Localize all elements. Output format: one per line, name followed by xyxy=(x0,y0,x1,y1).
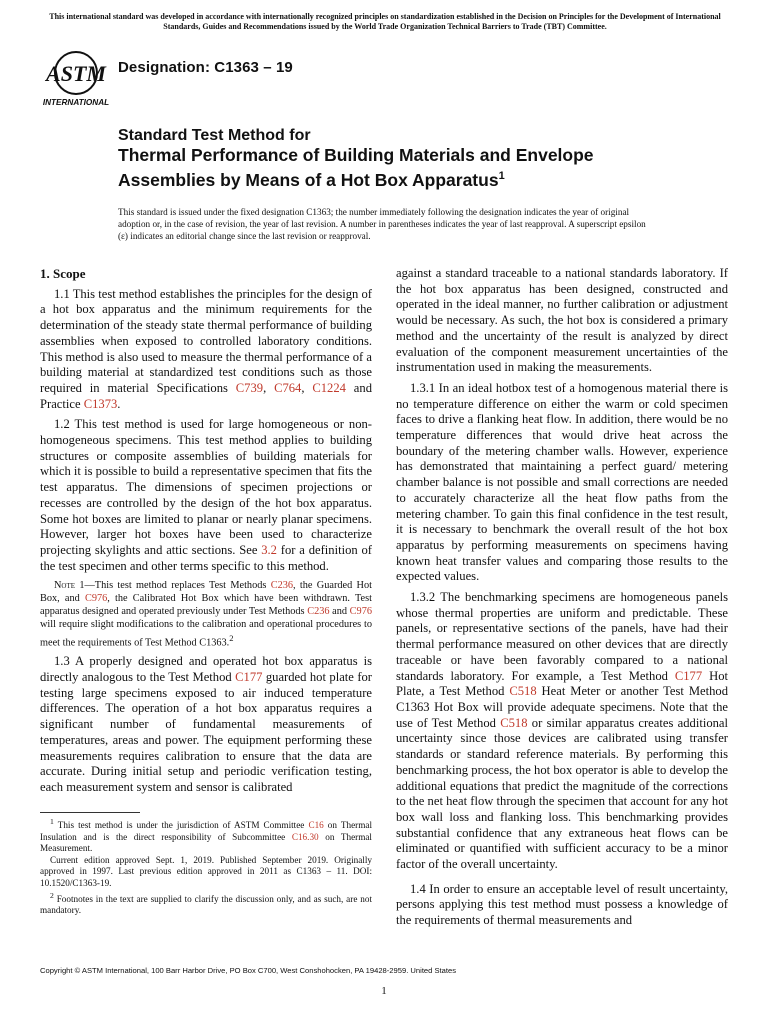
paragraph-1-3 xyxy=(40,654,372,795)
note-1-t3: , the Calibrated Hot Box which have been withdrawn. Test apparatus designed and operated previously under Test Methods xyxy=(40,593,372,618)
page-number: 1 xyxy=(381,985,387,997)
paragraph-1-3-2 xyxy=(396,590,728,873)
wto-notice: This international standard was developed in accordance with internationally recognized principles on standardization established in the Decision on Principles for the Development of International Standards, Guides and Recommendations issued by the World Trade Organization Technical Barriers to Trade (TBT) Committee. xyxy=(49,12,721,31)
right-column xyxy=(396,266,728,929)
note-1-t1: —This test method replaces Test Methods xyxy=(84,580,271,592)
footnote-1-t2: on Thermal Insulation and is the direct responsibility of Subcommittee xyxy=(40,820,372,842)
footnote-edition: Current edition approved Sept. 1, 2019. Published September 2019. Originally approved in 1997. Last previous edition approved in 2011 as C1363 – 11. DOI: 10.1520/C1363-19. xyxy=(40,854,372,889)
paragraph-1-1 xyxy=(40,287,372,413)
footnote-1-t1: This test method is under the jurisdiction of ASTM Committee xyxy=(53,820,309,831)
ref-c236-second[interactable]: C236 xyxy=(307,606,330,618)
title-line-3-text: Assemblies by Means of a Hot Box Apparatus xyxy=(118,169,499,190)
note-1-footnote-mark: 2 xyxy=(229,632,234,643)
footnote-1-t3: on Thermal Measurement. xyxy=(40,831,372,854)
p1-1-end: . xyxy=(117,396,121,411)
ref-c1224[interactable]: C1224 xyxy=(312,380,346,395)
note-1-t2: , the Guarded Hot Box, and xyxy=(40,580,372,605)
title-line-2: Thermal Performance of Building Materials and Envelope xyxy=(118,145,594,165)
p1-3-2-t2: Hot Plate, a Test Method xyxy=(396,668,728,699)
astm-logo xyxy=(42,50,110,108)
ref-c177-right[interactable]: C177 xyxy=(674,668,703,683)
ref-c518-second[interactable]: C518 xyxy=(500,715,528,730)
footnote-divider xyxy=(40,812,140,813)
ref-c177[interactable]: C177 xyxy=(235,670,263,685)
paragraph-1-4: 1.4 In order to ensure an acceptable level of result uncertainty, persons applying this test method must possess a knowledge of the requirements of thermal measurements and xyxy=(396,881,728,928)
p1-1-sep2: , xyxy=(301,380,313,395)
footnotes xyxy=(40,816,372,917)
designation: Designation: C1363 – 19 xyxy=(118,59,293,76)
copyright-line: Copyright © ASTM International, 100 Barr Harbor Drive, PO Box C700, West Conshohocken, PA 19428-2959. United States xyxy=(40,966,457,975)
ref-c236[interactable]: C236 xyxy=(270,580,294,592)
note-1-label: Note 1 xyxy=(54,580,85,592)
ref-c16[interactable]: C16 xyxy=(308,820,324,831)
ref-c1373[interactable]: C1373 xyxy=(83,396,118,411)
astm-logo-text: ASTM xyxy=(46,61,106,86)
footnote-2-text: Footnotes in the text are supplied to clarify the discussion only, and as such, are not mandatory. xyxy=(40,893,372,916)
ref-3-2[interactable]: 3.2 xyxy=(261,542,277,557)
paragraph-1-3-1: 1.3.1 In an ideal hotbox test of a homogenous material there is no temperature difference on either the warm or cold specimen faces to drive a flanking heat flow. In addition, there would be no temperature differences that would drive heat across the boundary of the metering chamber walls. However, experience has demonstrated that maintaining a perfect guard/ metering chamber balance is not possible and small corrections are needed to accurately characterize all the heat flow paths from the metering chamber. To gain this final confidence in the test result, it is necessary to benchmark the overall result of the hot box apparatus by performing measurements on specimens having known heat transfer values and comparing those results to the expected values. xyxy=(396,380,728,584)
ref-c764[interactable]: C764 xyxy=(274,380,302,395)
ref-c518[interactable]: C518 xyxy=(509,684,537,699)
title-footnote-mark: 1 xyxy=(498,170,505,182)
note-1-t4: and xyxy=(329,606,350,618)
document-title xyxy=(118,126,718,191)
p1-3-2-t1: 1.3.2 The benchmarking specimens are homogeneous panels whose thermal properties are uniform and predictable. These panels, or representative sections of the panels, have had their thermal performance measured on other devices that are directly traceable or have been favorably compared to a national standards laboratory. For example, a Test Method xyxy=(396,590,728,683)
p1-1-sep1: , xyxy=(263,380,275,395)
title-line-1: Standard Test Method for xyxy=(118,127,311,144)
footnote-2-mark: 2 xyxy=(50,890,54,900)
footnote-1-mark: 1 xyxy=(50,817,54,826)
p1-1-mid: and Practice xyxy=(40,380,372,411)
p1-2-text: 1.2 This test method is used for large homogeneous or non-homogeneous specimens. This test method applies to building structures or composite assemblies of building materials for which it is possible to build a representative specimen that fits the test apparatus. The dimensions of specimen projections or recesses are controlled by the design of the hot box apparatus. Some hot boxes are limited to planar or nearly planar specimens. However, larger hot boxes have been used to characterize projecting skylights and attic sections. See xyxy=(40,417,372,557)
section-heading-scope: 1. Scope xyxy=(40,266,86,281)
p1-2-end: for a definition of the test specimen and other terms specific to this method. xyxy=(40,542,372,573)
left-column xyxy=(40,266,372,796)
footnote-2 xyxy=(40,890,372,917)
p1-3-2-t3: Heat Meter or another Test Method C1363 Hot Box will provide adequate specimens. Note that the use of Test Method xyxy=(396,684,728,730)
issue-note: This standard is issued under the fixed designation C1363; the number immediately following the designation indicates the year of original adoption or, in the case of revision, the year of last revision. A number in parentheses indicates the year of last reapproval. A superscript epsilon (ε) indicates an editorial change since the last revision or reapproval. xyxy=(118,207,646,241)
paragraph-1-2 xyxy=(40,417,372,574)
title-line-3 xyxy=(118,166,718,191)
astm-logo-subtext: INTERNATIONAL xyxy=(42,98,110,107)
note-1 xyxy=(40,580,372,650)
ref-c16-30[interactable]: C16.30 xyxy=(291,831,319,842)
p1-1-text: 1.1 This test method establishes the principles for the design of a hot box apparatus and the minimum requirements for the determination of the steady state thermal performance of building assemblies when exposed to controlled laboratory conditions. This method is also used to measure the thermal performance of a building material at standardized test conditions such as those required in material Specifications xyxy=(40,286,372,395)
ref-c976-second[interactable]: C976 xyxy=(349,606,372,618)
footnote-1 xyxy=(40,816,372,855)
paragraph-continued: against a standard traceable to a national standards laboratory. If the hot box apparatus has been designed, constructed and operated in the ideal manner, no further calibration or adjustment would be necessary. As such, the hot box is considered a primary method and the uncertainty of the result is analyzed by direct evaluation of the component measurement uncertainties of the instrumentation used in making the measurements. xyxy=(396,266,728,375)
ref-c976[interactable]: C976 xyxy=(84,593,108,605)
p1-3-t2: guarded hot plate for testing large specimens exposed to air induced temperature differences. The operation of a hot box apparatus requires a significant number of fundamental measurements of temperatures, areas and power. The equipment performing these measurements requires calibration to ensure that the data are accurate. During initial setup and periodic verification testing, each measurement system and sensor is calibrated xyxy=(40,670,373,794)
p1-3-2-t4: or similar apparatus creates additional uncertainty since those devices are calibrated using transfer standards or standard reference materials. By performing this benchmarking process, the hot box operator is able to develop the additional equations that predict the magnitude of the corrections to the net heat flow through the specimen that account for any hot box wall loss and flanking loss. This benchmarking provides substantial confidence that any extraneous heat flows can be eliminated or quantified with sufficient accuracy to be a minor factor of the overall uncertainty. xyxy=(396,715,728,872)
note-1-t5: will require slight modifications to the calibration and operational procedures to meet the requirements of Test Method C1363. xyxy=(40,619,372,649)
ref-c739[interactable]: C739 xyxy=(235,380,264,395)
p1-3-t1: 1.3 A properly designed and operated hot box apparatus is directly analogous to the Test Method xyxy=(40,654,372,685)
